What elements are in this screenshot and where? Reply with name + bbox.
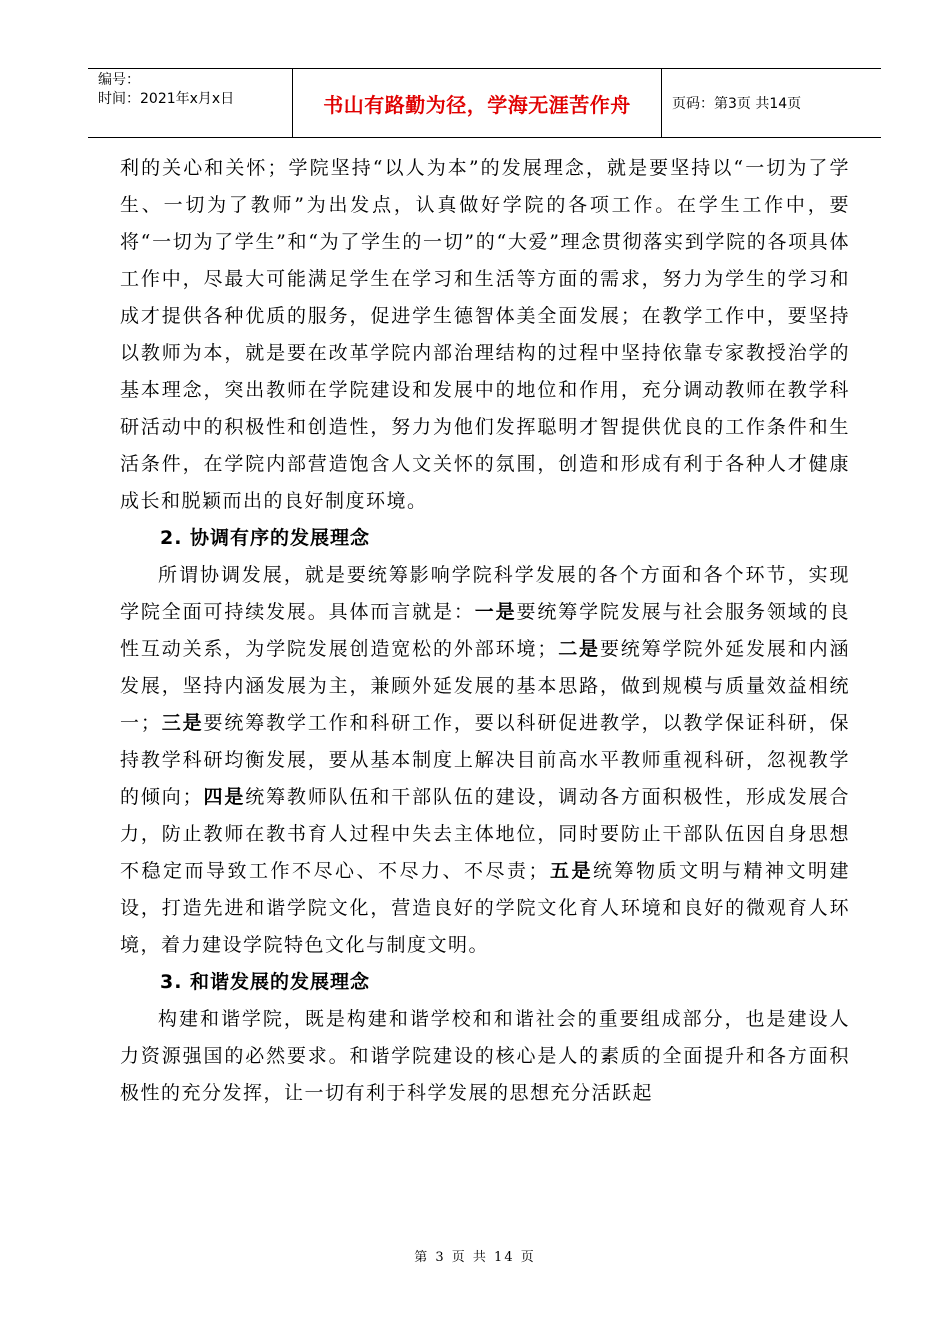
section-heading: 2. 协调有序的发展理念: [160, 527, 371, 549]
document-date: 时间：2021年x月x日: [98, 91, 235, 107]
header-motto: 书山有路勤为径，学海无涯苦作舟: [323, 92, 631, 117]
header-motto-cell: [292, 69, 662, 137]
section-heading: 3. 和谐发展的发展理念: [160, 971, 371, 993]
header-left-cell: [88, 69, 292, 137]
paragraph: 构建和谐学院，既是构建和谐学校和和谐社会的重要组成部分，也是建设人力资源强国的必然要求。和谐学院建设的核心是人的素质的全面提升和各方面积极性的充分发挥，让一切有利于科学发展的思想充分活跃起: [120, 1008, 850, 1104]
page-header: [88, 68, 881, 138]
keyword-bold: 三是: [161, 712, 204, 734]
document-number-label: 编号：: [98, 72, 140, 88]
keyword-bold: 五是: [548, 860, 593, 882]
paragraph-text: 所谓协调发展，就是要统筹影响学院科学发展的各个方面和各个环节，实现学院全面可持续发展。具体而言就是：: [120, 564, 850, 623]
header-page-info: 页码：第3页 共14页: [672, 96, 802, 112]
page-footer: 第 3 页 共 14 页: [414, 1250, 536, 1265]
paragraph-text: 统筹物质文明与精神文明建设，打造先进和谐学院文化，营造良好的学院文化育人环境和良好的微观育人环境，着力建设学院特色文化与制度文明。: [120, 860, 850, 956]
header-page-cell: [662, 69, 881, 137]
paragraph: 利的关心和关怀；学院坚持“以人为本”的发展理念，就是要坚持以“一切为了学生、一切为了教师”为出发点，认真做好学院的各项工作。在学生工作中，要将“一切为了学生”和“为了学生的一切”的“大爱”理念贯彻落实到学院的各项具体工作中，尽最大可能满足学生在学习和生活等方面的需求，努力为学生的学习和成才提供各种优质的服务，促进学生德智体美全面发展；在教学工作中，要坚持以教师为本，就是要在改革学院内部治理结构的过程中坚持依靠专家教授治学的基本理念，突出教师在学院建设和发展中的地位和作用，充分调动教师在教学科研活动中的积极性和创造性，努力为他们发挥聪明才智提供优良的工作条件和生活条件，在学院内部营造饱含人文关怀的氛围，创造和形成有利于各种人才健康成长和脱颖而出的良好制度环境。: [120, 157, 850, 512]
keyword-bold: 四是: [203, 786, 246, 808]
paragraph-text: 要统筹教学工作和科研工作，要以科研促进教学，以教学保证科研，保持教学科研均衡发展，要从基本制度上解决目前高水平教师重视科研，忽视教学的倾向；: [120, 712, 850, 808]
paragraph-text: 要统筹学院发展与社会服务领域的良性互动关系，为学院发展创造宽松的外部环境；: [120, 601, 850, 660]
keyword-bold: 二是: [557, 638, 600, 660]
paragraph-text: 统筹教师队伍和干部队伍的建设，调动各方面积极性，形成发展合力，防止教师在教书育人过程中失去主体地位，同时要防止干部队伍因自身思想不稳定而导致工作不尽心、不尽力、不尽责；: [120, 786, 850, 882]
keyword-bold: 一是: [474, 601, 517, 623]
paragraph: [120, 557, 850, 964]
document-body: [120, 150, 850, 1112]
paragraph-text: 要统筹学院外延发展和内涵发展，坚持内涵发展为主，兼顾外延发展的基本思路，做到规模与质量效益相统一；: [120, 638, 850, 734]
